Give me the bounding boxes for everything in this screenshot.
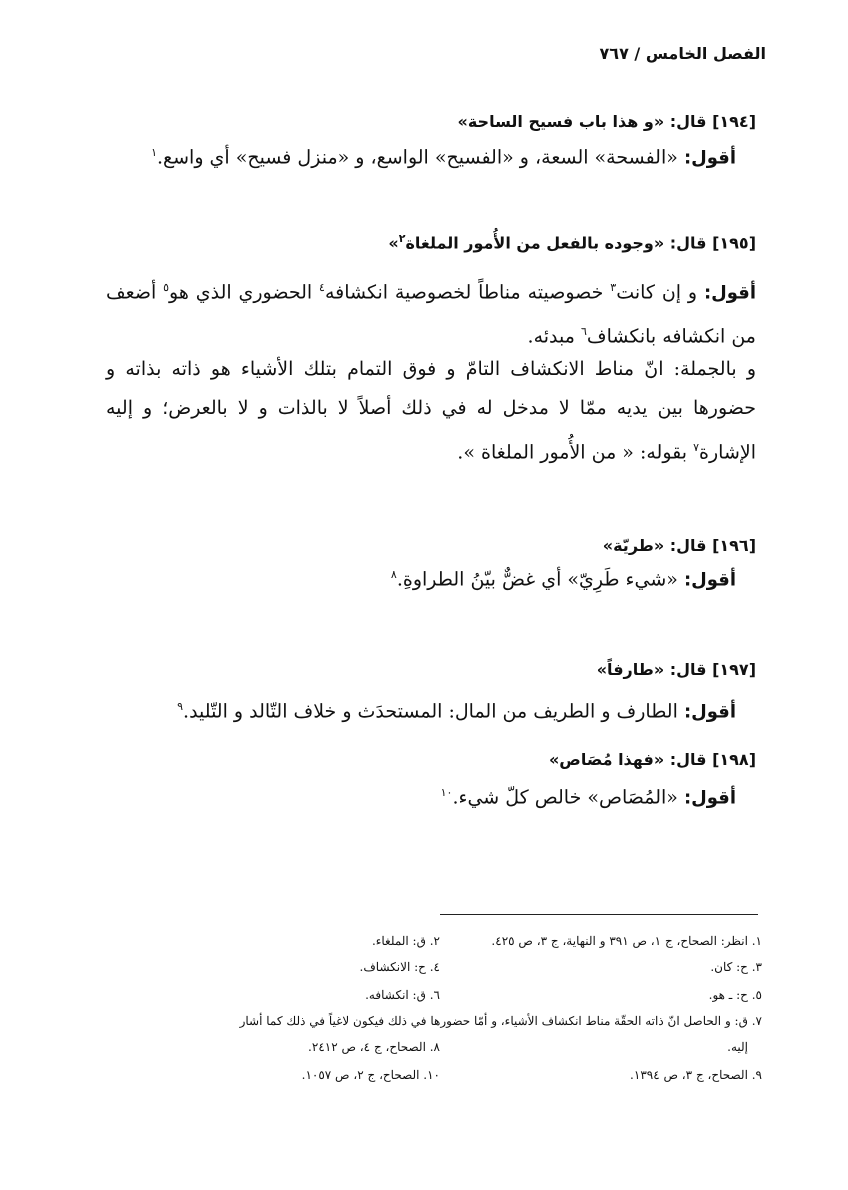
footnote-1: ١. انظر: الصحاح، ج ١، ص ٣٩١ و النهاية، ج ٣، ص ٤٢٥. xyxy=(491,934,762,948)
footnote-ref-2: ٢ xyxy=(398,232,406,245)
entry-196-body: أقول: «شيء طَرِيّ» أي غضٌّ بيّنُ الطراوةِ.$^٨$ xyxy=(390,568,736,591)
footnote-divider xyxy=(440,914,758,915)
footnote-ref-7: ٧ xyxy=(693,441,700,454)
footnote-4: ٤. ح: الانكشاف. xyxy=(359,960,440,974)
footnote-2: ٢. ق: الملغاء. xyxy=(371,934,440,948)
entry-198-heading: [١٩٨] قال: «فهذا مُصَاص» xyxy=(548,750,756,769)
footnote-ref-3: ٣ xyxy=(610,281,617,294)
footnote-ref-8: ٨ xyxy=(390,568,397,581)
footnote-9: ٩. الصحاح، ج ٣، ص ١٣٩٤. xyxy=(630,1068,762,1082)
entry-197-heading: [١٩٧] قال: «طارفاً» xyxy=(596,660,756,679)
entry-197-body: أقول: الطارف و الطريف من المال: المستحدَث و خلاف التّالد و التّليد.$^٩$ xyxy=(177,700,736,723)
footnote-ref-9: ٩ xyxy=(177,700,184,713)
entry-194-body xyxy=(86,146,736,168)
footnote-10: ١٠. الصحاح، ج ٢، ص ١٠٥٧. xyxy=(301,1068,440,1082)
footnote-5: ٥. ح: ـ هو. xyxy=(708,988,762,1002)
footnote-ref-4: ٤ xyxy=(319,281,325,294)
footnote-ref-1: ١ xyxy=(151,146,157,159)
footnote-ref-5: ٥ xyxy=(163,281,170,294)
footnote-ref-6: ٦ xyxy=(580,325,587,339)
footnote-ref-10: ١٠ xyxy=(440,786,453,799)
footnote-6: ٦. ق: انكشافه. xyxy=(365,988,440,1002)
entry-195-paragraph-2: و بالجملة: انّ مناط الانكشاف التامّ و فوق التمام بتلك الأشياء هو ذاته بذاته و حضورها بين يديه ممّا لا مدخل له في ذلك أصلاً لا بالذات و لا بالعرض؛ و إليه الإشارة$^٧$ بقوله: « من الأُمور الملغاة ». xyxy=(106,358,756,464)
entry-196-heading: [١٩٦] قال: «طريّة» xyxy=(602,536,756,555)
footnote-7: ٧. ق: و الحاصل انّ ذاته الحقّة مناط انكشاف الأشياء، و أمّا حضورها في ذلك فيكون لاغياً في ذلك كما أشار xyxy=(239,1014,762,1028)
footnote-8: ٨. الصحاح، ج ٤، ص ٢٤١٢. xyxy=(308,1040,440,1054)
footnote-7-continued: إليه. xyxy=(727,1040,748,1054)
entry-195-paragraph-1: أقول: و إن كانت$^٣$ خصوصيته مناطاً لخصوصية انكشافه$^٤$ الحضوري الذي هو$^٥$ أضعف من انكشافه بانكشاف$^٦$ مبدئه. xyxy=(106,281,756,348)
entry-198-body: أقول: «المُصَاص» خالص كلّ شيء.$^{١٠}$ xyxy=(440,786,736,809)
footnote-3: ٣. ح: كان. xyxy=(710,960,762,974)
entry-194-lead: أقول: xyxy=(683,147,736,169)
entry-195-lead: أقول: xyxy=(703,282,756,304)
page-header: الفصل الخامس / ٧٦٧ xyxy=(599,44,766,63)
entry-194-heading: [١٩٤] قال: «و هذا باب فسيح الساحة» xyxy=(457,112,756,131)
entry-194-text: «الفسحة» السعة، و «الفسيح» الواسع، و «منزل فسيح» أي واسع. xyxy=(156,146,678,169)
entry-195-heading: [١٩٥] قال: «وجوده بالفعل من الأُمور الملغاة$^٢$» xyxy=(388,232,756,253)
